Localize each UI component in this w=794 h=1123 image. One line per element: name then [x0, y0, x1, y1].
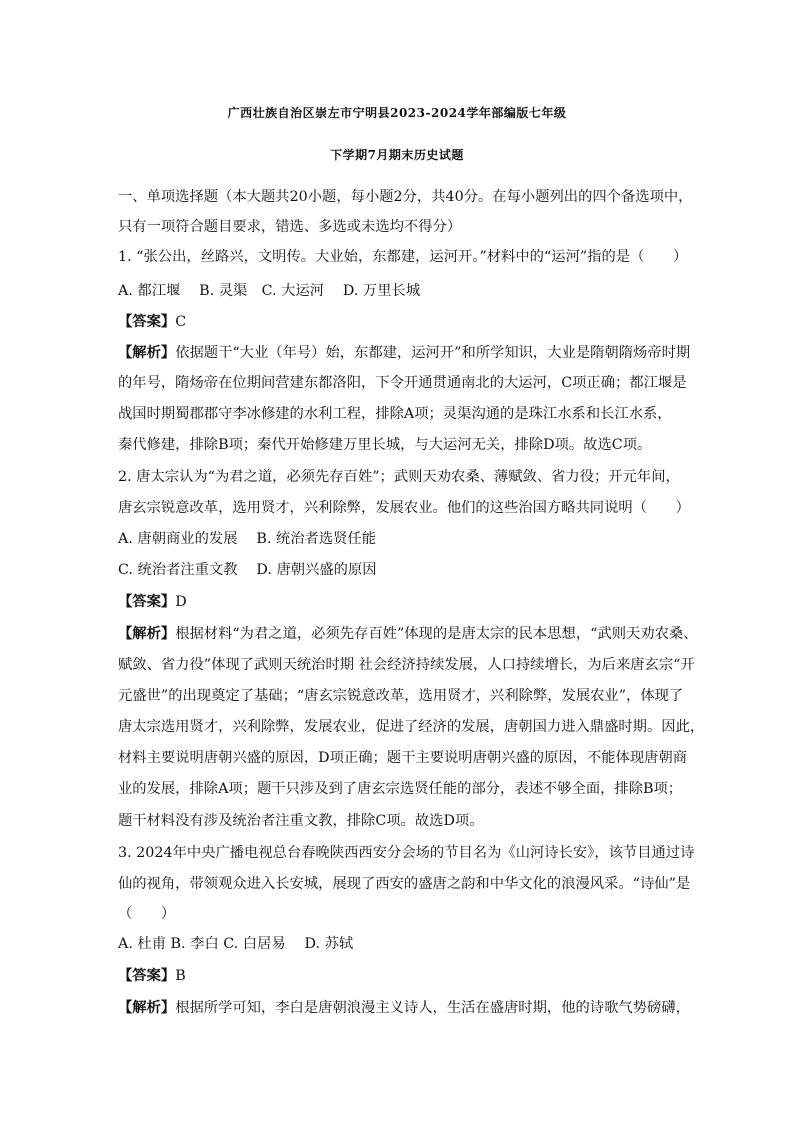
label-tag: 【答案】 — [118, 594, 176, 610]
question-2-analysis: 业的发展，排除A项；题干只涉及到了唐玄宗选贤任能的部分，表述不够全面，排除B项； — [118, 781, 683, 797]
section-heading: 一、单项选择题（本大题共20小题，每小题2分，共40分。在每小题列出的四个备选项中， — [118, 189, 693, 205]
question-2-analysis: 题干材料没有涉及统治者注重文教，排除C项。故选D项。 — [118, 813, 484, 829]
label-tag: 【解析】 — [118, 626, 176, 642]
question-2-analysis: 元盛世”的出现奠定了基础；“唐玄宗锐意改革，选用贤才，兴利除弊，发展农业”，体现了 — [118, 688, 684, 704]
question-3-answer: 【答案】B — [118, 968, 186, 984]
question-3-stem: 仙的视角，带领观众进入长安城，展现了西安的盛唐之韵和中华文化的浪漫风采。“诗仙”是 — [118, 876, 691, 892]
label-tag: 【答案】 — [118, 968, 176, 984]
question-2-stem: 2. 唐太宗认为“为君之道，必须先存百姓”；武则天劝农桑、薄赋敛、省力役；开元年间， — [118, 469, 680, 485]
question-2-analysis: 唐太宗选用贤才，兴利除弊，发展农业，促进了经济的发展，唐朝国力进入鼎盛时期。因此， — [118, 719, 705, 735]
page-title-line-2: 下学期7月期末历史试题 — [330, 148, 464, 162]
question-2-analysis: 赋敛、省力役”体现了武则天统治时期 社会经济持续发展，人口持续增长，为后来唐玄宗“开 — [118, 657, 695, 673]
question-1-options: A. 都江堰 B. 灵渠 C. 大运河 D. 万里长城 — [118, 283, 421, 299]
question-1-stem: 1. “张公出，丝路兴，文明传。大业始，东都建，运河开。”材料中的“运河”指的是（ ） — [118, 249, 688, 265]
question-2-stem: 唐玄宗锐意改革，选用贤才，兴利除弊，发展农业。他们的这些治国方略共同说明（ ） — [118, 500, 690, 516]
question-1-analysis: 的年号，隋炀帝在位期间营建东都洛阳，下令开通贯通南北的大运河，C项正确；都江堰是 — [118, 375, 687, 391]
question-3-analysis: 【解析】根据所学可知，李白是唐朝浪漫主义诗人，生活在盛唐时期，他的诗歌气势磅礴， — [118, 1000, 690, 1016]
question-1-analysis: 秦代修建，排除B项；秦代开始修建万里长城，与大运河无关，排除D项。故选C项。 — [118, 437, 652, 453]
label-tag: 【解析】 — [118, 345, 176, 361]
label-tag: 【解析】 — [118, 1000, 176, 1016]
question-3-stem: 3. 2024年中央广播电视总台春晚陕西西安分会场的节目名为《山河诗长安》，该节目通过诗 — [118, 845, 695, 861]
question-3-options: A. 杜甫 B. 李白 C. 白居易 D. 苏轼 — [118, 936, 354, 952]
question-1-analysis: 战国时期蜀郡郡守李冰修建的水利工程，排除A项；灵渠沟通的是珠江水系和长江水系， — [118, 406, 672, 422]
question-3-stem: （ ） — [118, 906, 176, 922]
question-2-analysis: 材料主要说明唐朝兴盛的原因，D项正确；题干主要说明唐朝兴盛的原因，不能体现唐朝商 — [118, 750, 688, 766]
question-2-options: A. 唐朝商业的发展 B. 统治者选贤任能 — [118, 531, 377, 547]
question-1-analysis: 【解析】依据题干“大业（年号）始，东都建，运河开”和所学知识，大业是隋朝隋炀帝时期 — [118, 345, 691, 361]
question-1-answer: 【答案】C — [118, 314, 187, 330]
label-tag: 【答案】 — [118, 314, 176, 330]
page-title-line-1: 广西壮族自治区崇左市宁明县2023-2024学年部编版七年级 — [227, 106, 567, 120]
question-2-analysis: 【解析】根据材料“为君之道，必须先存百姓”体现的是唐太宗的民本思想，“武则天劝农桑、 — [118, 626, 698, 642]
question-2-options: C. 统治者注重文教 D. 唐朝兴盛的原因 — [118, 562, 377, 578]
question-2-answer: 【答案】D — [118, 594, 187, 610]
section-instruction: 只有一项符合题目要求，错选、多选或未选均不得分） — [118, 219, 462, 235]
